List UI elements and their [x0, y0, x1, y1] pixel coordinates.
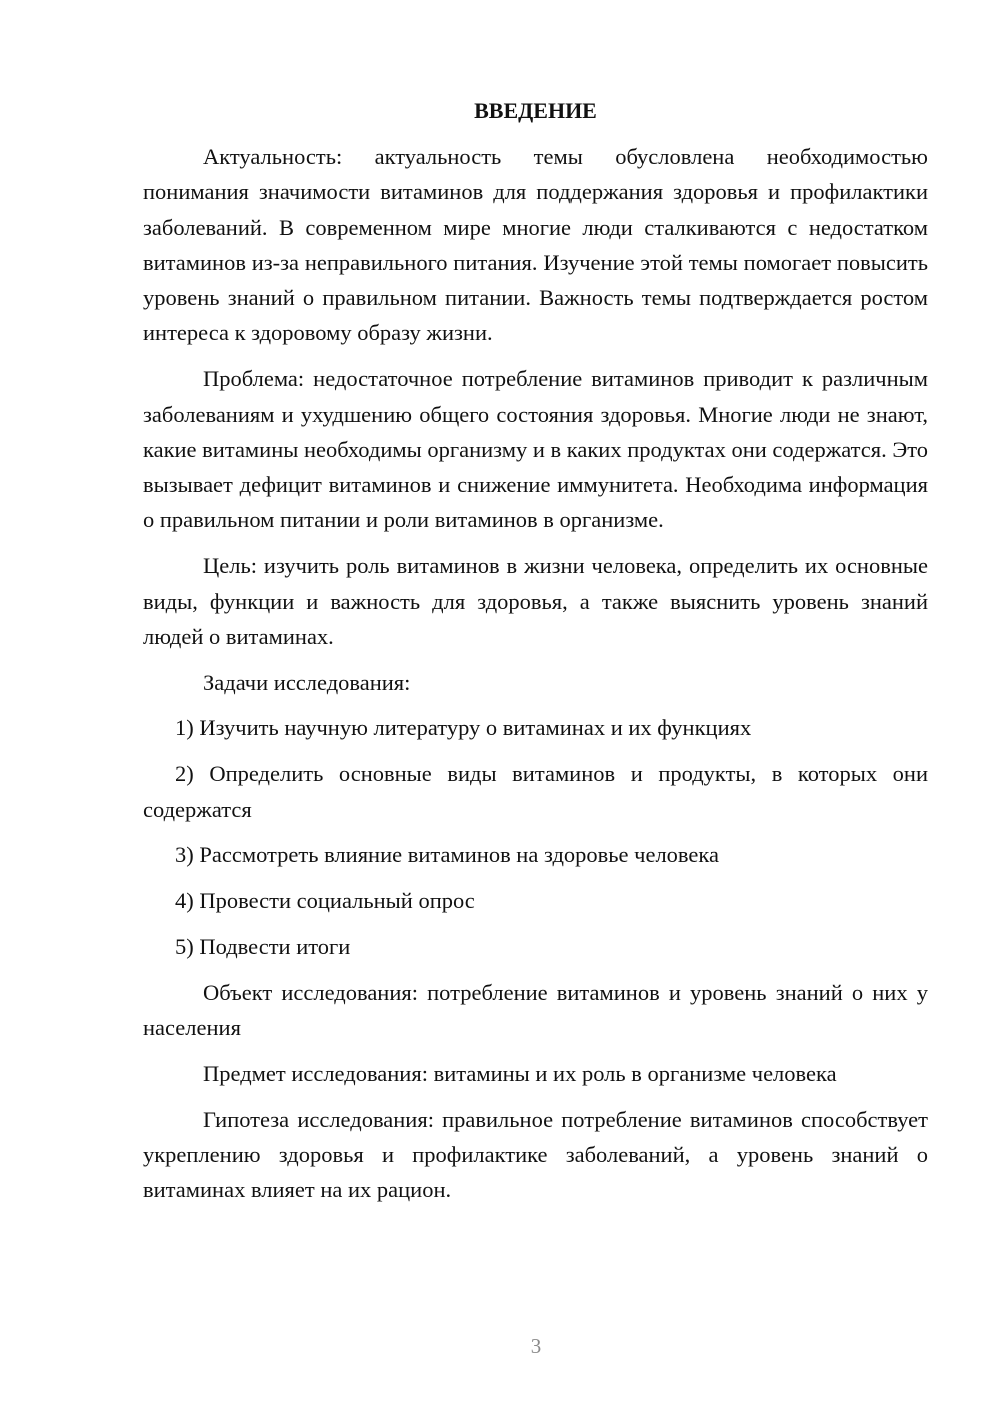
- task-item: 4) Провести социальный опрос: [175, 888, 475, 914]
- page-content: [143, 96, 928, 1218]
- task-item: 5) Подвести итоги: [175, 933, 351, 959]
- problem-paragraph: Проблема: недостаточное потребление витаминов приводит к различным заболеваниям и ухудшению общего состояния здоровья. Многие люди не знают, какие витамины необходимы организму и в каких продуктах они содержатся. Это вызывает дефицит витаминов и снижение иммунитета. Необходима информация о правильном питании и роли витаминов в организме.: [143, 366, 928, 533]
- task-item: 3) Рассмотреть влияние витаминов на здоровье человека: [175, 842, 719, 868]
- page-number: 3: [530, 1334, 542, 1358]
- relevance-paragraph: Актуальность: актуальность темы обусловлена необходимостью понимания значимости витаминов для поддержания здоровья и профилактики заболеваний. В современном мире многие люди сталкиваются с недостатком витаминов из-за неправильного питания. Изучение этой темы помогает повысить уровень знаний о правильном питании. Важность темы подтверждается ростом интереса к здоровому образу жизни.: [143, 144, 928, 346]
- goal-paragraph: Цель: изучить роль витаминов в жизни человека, определить их основные виды, функции и важность для здоровья, а также выяснить уровень знаний людей о витаминах.: [143, 553, 928, 649]
- object-paragraph: Объект исследования: потребление витаминов и уровень знаний о них у населения: [143, 979, 928, 1041]
- hypothesis-paragraph: Гипотеза исследования: правильное потребление витаминов способствует укреплению здоровья и профилактике заболеваний, а уровень знаний о витаминах влияет на их рацион.: [143, 1106, 928, 1203]
- tasks-heading: Задачи исследования:: [203, 669, 411, 695]
- section-title: ВВЕДЕНИЕ: [474, 98, 597, 123]
- task-item: 1) Изучить научную литературу о витаминах и их функциях: [175, 715, 752, 741]
- subject-paragraph: Предмет исследования: витамины и их роль в организме человека: [203, 1060, 837, 1086]
- task-item: 2) Определить основные виды витаминов и продукты, в которых они содержатся: [143, 761, 928, 822]
